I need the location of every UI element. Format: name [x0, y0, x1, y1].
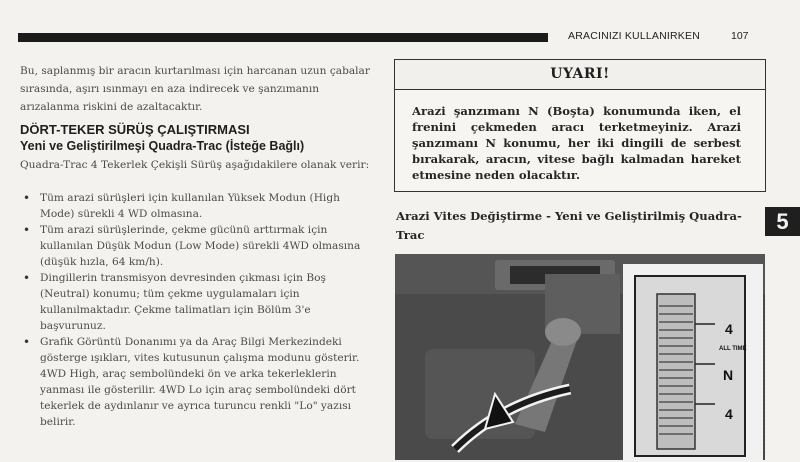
- bullet-icon: •: [23, 191, 31, 205]
- warning-box: [394, 59, 766, 192]
- gate-label-4-low: 4: [725, 406, 733, 422]
- bullet-icon: •: [23, 223, 31, 237]
- chapter-tab: 5: [765, 207, 800, 236]
- list-item: • Grafik Görüntü Donanımı ya da Araç Bilgi Merkezindeki gösterge ışıkları, vites kutusunun çalışma modunu gösterir. 4WD High, araç sembolündeki ön ve arka tekerleklerin yanması ile gösterilir. 4WD Lo için araç sembolündeki dört tekerlek de aydınlanır ve ayrıca turuncu renkli "Lo" yazısı belirir.: [23, 335, 360, 428]
- gate-label-all-time: ALL TIME: [719, 346, 747, 352]
- shifter-photo: [395, 254, 765, 460]
- figure-caption: Arazi Vites Değiştirme - Yeni ve Geliştirilmiş Quadra-Trac: [396, 209, 742, 242]
- gate-label-neutral: N: [723, 367, 734, 383]
- list-item: • Tüm arazi sürüşlerinde, çekme gücünü arttırmak için kullanılan Düşük Modun (Low Mode) sürekli 4WD olmasına (düşük hızla, 64 km/h).: [23, 223, 361, 268]
- warning-text: Arazi şanzımanı N (Boşta) konumunda iken, el frenini çekmeden aracı terketmeyiniz. Arazi şanzımanı N konumu, her iki dingili de serbest bırakarak, aracın, vitese bağlı kalmadan hareket etmesine neden olacaktır.: [412, 104, 741, 182]
- list-item: • Dingillerin transmisyon devresinden çıkması için Boş (Neutral) konumu; tüm çekme uygulamaları için kullanılmaktadır. Çekme talimatları için Bölüm 3'e başvurunuz.: [23, 271, 326, 332]
- running-header-title: ARACINIZI KULLANIRKEN: [568, 30, 700, 42]
- lead-paragraph: Quadra-Trac 4 Tekerlek Çekişli Sürüş aşağıdakilere olanak verir:: [20, 159, 370, 171]
- header-rule: [18, 33, 548, 42]
- list-item: • Tüm arazi sürüşleri için kullanılan Yüksek Modun (High Mode) sürekli 4 WD olmasına.: [23, 191, 340, 220]
- bullet-icon: •: [23, 271, 31, 285]
- gate-label-4-high: 4: [725, 321, 733, 337]
- section-subtitle: Yeni ve Geliştirilmeşi Quadra-Trac (İsteğe Bağlı): [20, 139, 305, 153]
- page-number: 107: [731, 30, 749, 42]
- warning-title: UYARI!: [395, 60, 765, 90]
- bullet-icon: •: [23, 335, 31, 349]
- feature-list: [20, 190, 375, 430]
- intro-paragraph: Bu, saplanmış bir aracın kurtarılması için harcanan uzun çabalar sırasında, aşırı ısınmayı en aza indirecek ve şanzımanın arızalanma riskini de azaltacaktır.: [20, 65, 370, 113]
- shifter-illustration: [395, 254, 765, 460]
- section-title: DÖRT-TEKER SÜRÜŞ ÇALIŞTIRMASI: [20, 122, 250, 137]
